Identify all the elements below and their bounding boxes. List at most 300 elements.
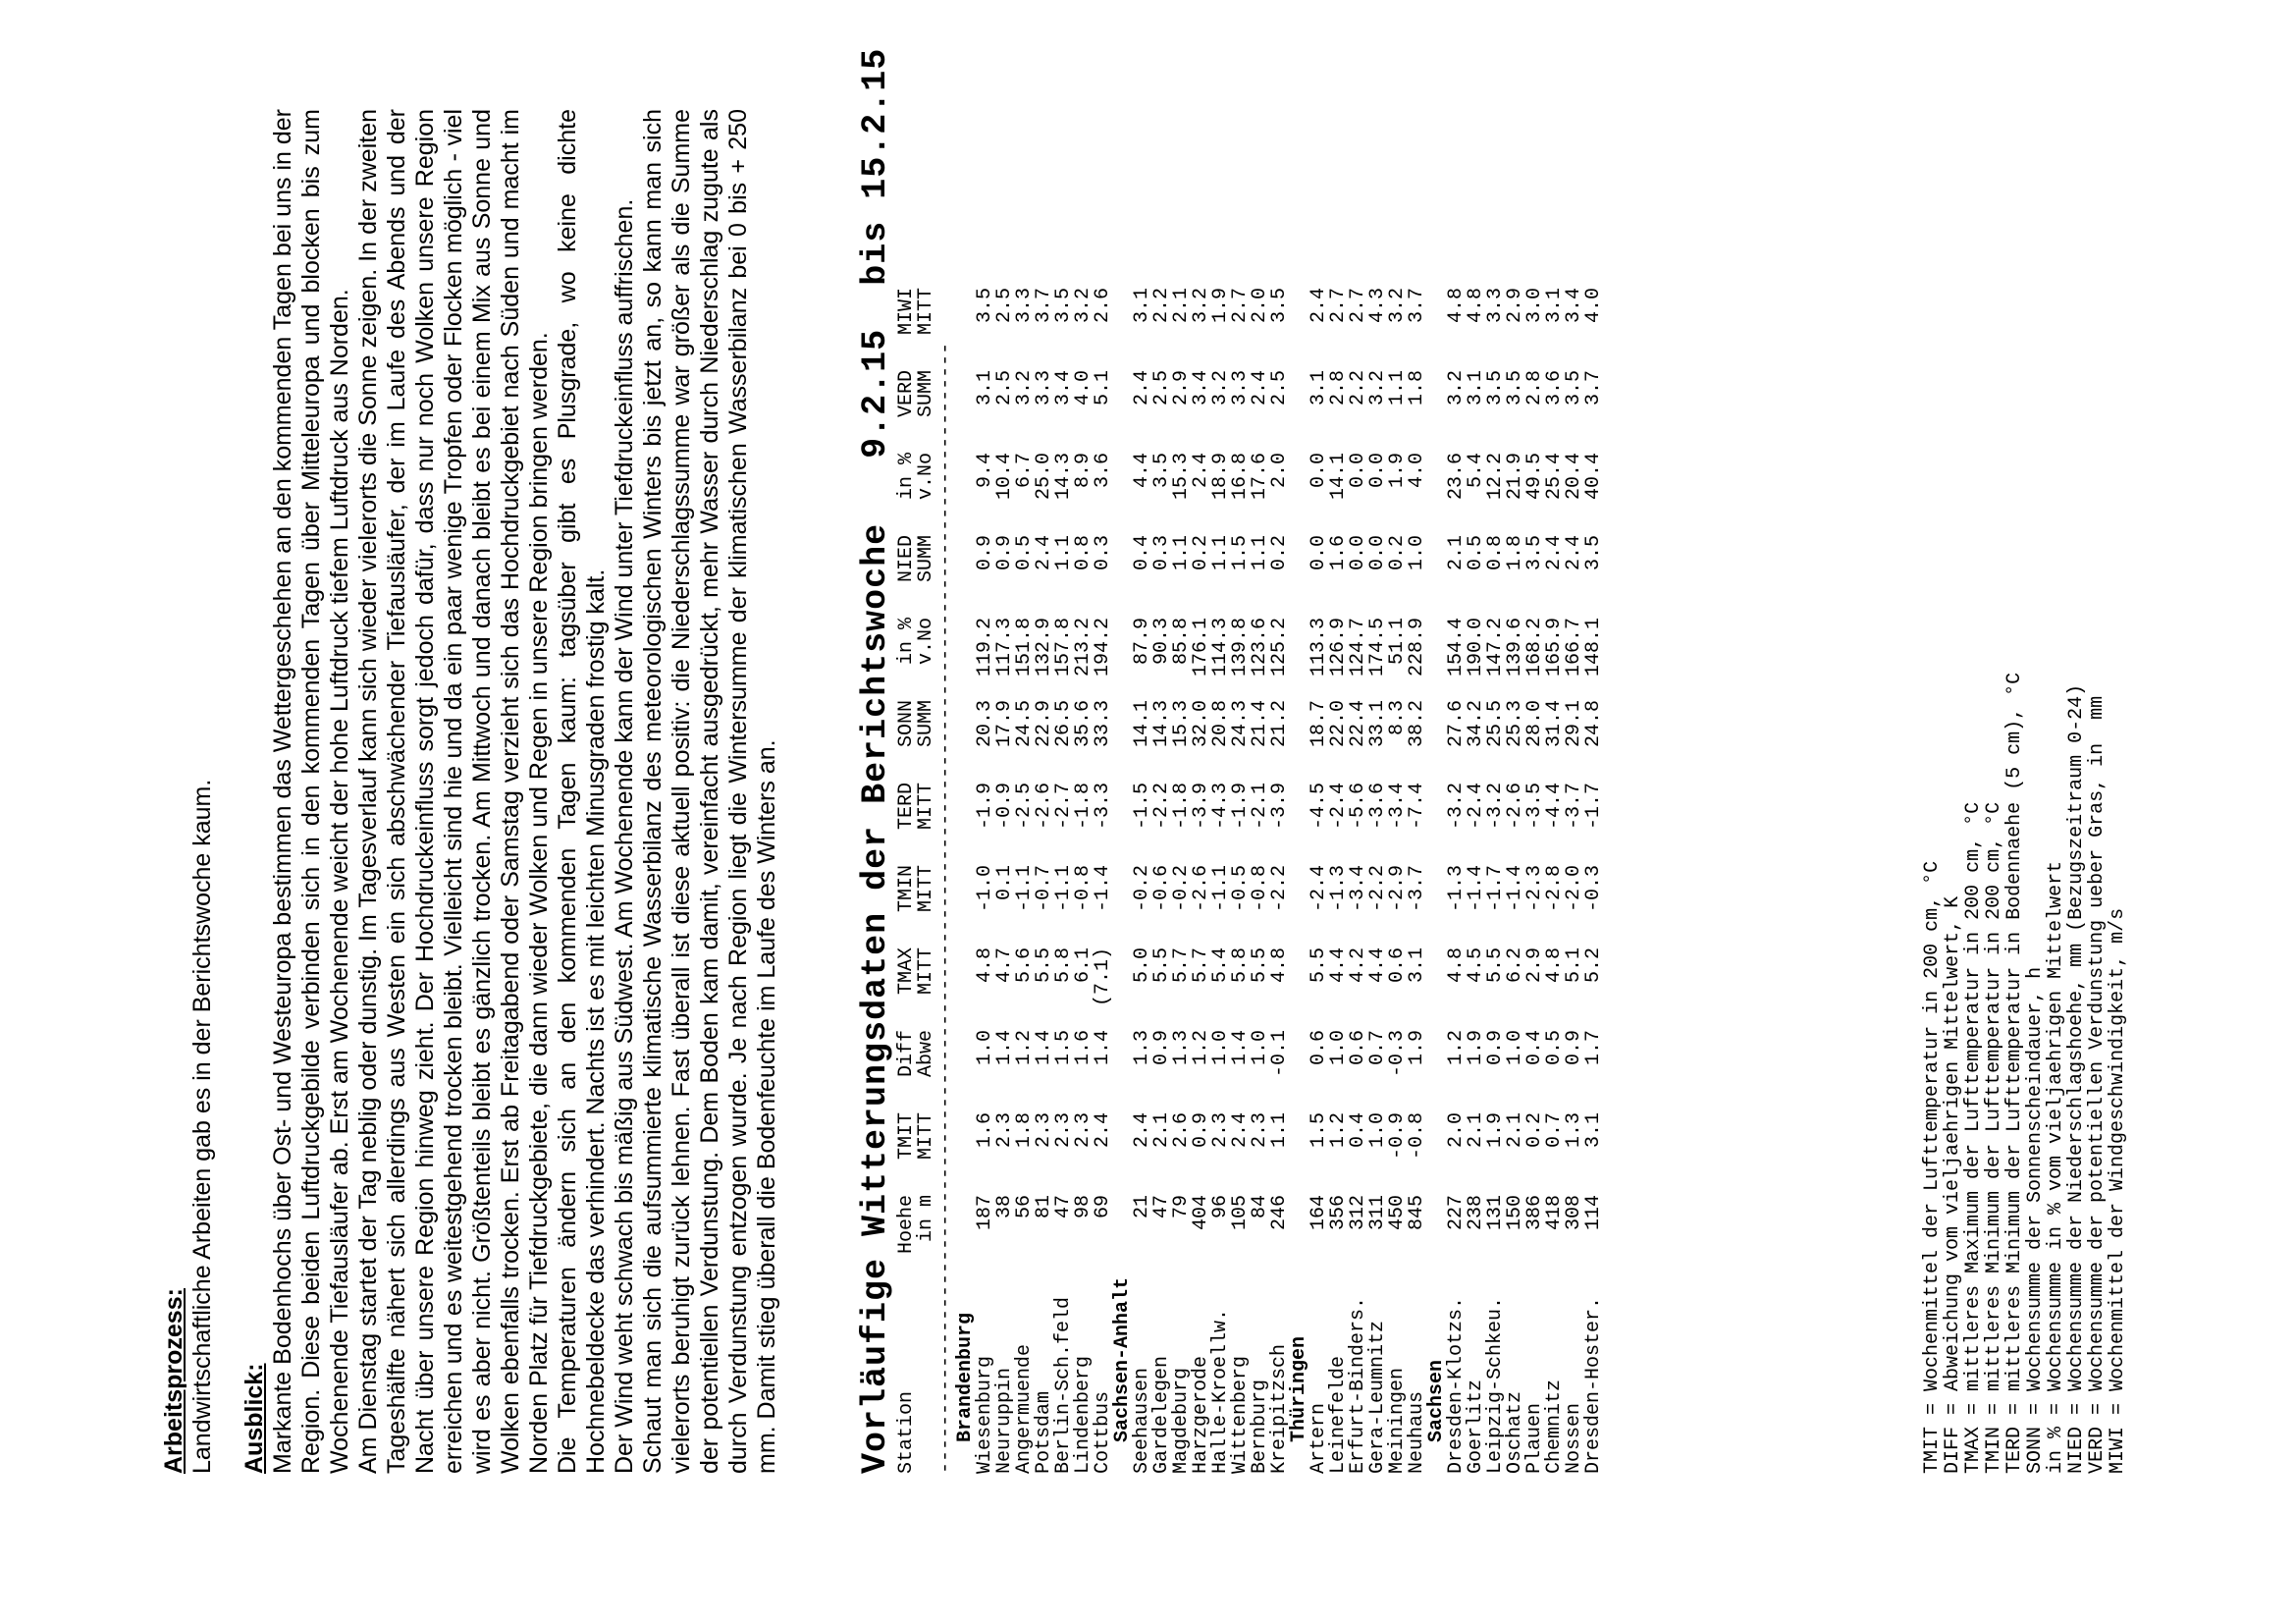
table-cell: -1.4 — [1504, 865, 1526, 913]
table-cell: 5.5 — [1308, 947, 1330, 984]
table-cell: 1.1 — [1052, 535, 1075, 571]
column-header — [917, 1277, 936, 1474]
table-cell: 0.2 — [1386, 535, 1409, 571]
table-cell: 1.2 — [1327, 1112, 1350, 1149]
table-cell: -1.4 — [1465, 865, 1487, 913]
table-cell: 24.3 — [1229, 700, 1252, 748]
table-row — [1270, 288, 1290, 1474]
table-cell: 1.8 — [1504, 535, 1526, 571]
table-cell: 3.2 — [1209, 370, 1232, 406]
station-name: Gardelegen — [1150, 1355, 1173, 1474]
table-cell: 0.4 — [1523, 1030, 1546, 1066]
table-cell: 1.8 — [1013, 1112, 1036, 1149]
table-cell: -3.9 — [1190, 783, 1212, 831]
table-cell: -1.7 — [1484, 865, 1507, 913]
legend-item: TERD = mittleres Minimum der Lufttemperatur in Bodennaehe (5 cm), °C — [2003, 672, 2026, 1474]
table-cell: -2.1 — [1249, 783, 1271, 831]
table-cell: 21.2 — [1268, 700, 1291, 748]
table-cell: -1.1 — [1209, 865, 1232, 913]
table-cell: 2.8 — [1523, 370, 1546, 406]
station-name: Artern — [1308, 1402, 1330, 1474]
table-cell: 123.6 — [1249, 618, 1271, 677]
table-cell: 3.0 — [1523, 288, 1546, 324]
table-row — [1584, 288, 1604, 1474]
table-cell: 2.7 — [1327, 288, 1350, 324]
table-cell: 213.2 — [1072, 618, 1095, 677]
table-cell: 0.9 — [1150, 1030, 1173, 1066]
table-cell: 8.3 — [1386, 700, 1409, 736]
table-cell: 0.6 — [1347, 1030, 1369, 1066]
table-cell: 4.8 — [974, 947, 996, 984]
table-cell: 2.4 — [1543, 535, 1566, 571]
table-cell: -1.0 — [974, 865, 996, 913]
table-cell: 139.8 — [1229, 618, 1252, 677]
table-cell: 1.0 — [1406, 535, 1428, 571]
table-cell: 26.5 — [1052, 700, 1075, 748]
table-cell: 238 — [1465, 1195, 1487, 1231]
table-cell: 1.4 — [993, 1030, 1016, 1066]
column-header: Hoehe — [895, 1195, 918, 1255]
table-cell: 3.5 — [1052, 288, 1075, 324]
table-cell: -0.7 — [1033, 865, 1055, 913]
station-name: Plauen — [1523, 1402, 1546, 1474]
column-header: MITT — [915, 1112, 937, 1161]
table-cell: 2.4 — [1131, 1112, 1153, 1149]
table-cell: 1.4 — [1092, 1030, 1114, 1066]
table-row — [1525, 288, 1545, 1474]
table-cell: 2.3 — [1209, 1112, 1232, 1149]
table-cell: 4.0 — [1406, 453, 1428, 489]
table-cell: 3.1 — [1465, 370, 1487, 406]
table-cell: 1.4 — [1229, 1030, 1252, 1066]
column-header: Abwe — [915, 1030, 937, 1078]
table-cell: -0.3 — [1386, 1030, 1409, 1078]
station-name: Gera-Leumnitz — [1366, 1320, 1389, 1474]
station-name: Lindenberg — [1072, 1355, 1095, 1474]
table-cell: 3.1 — [1406, 947, 1428, 984]
table-cell: 150 — [1504, 1195, 1526, 1231]
table-cell: 17.9 — [993, 700, 1016, 748]
legend-item: DIFF = Abweichung vom vieljaehrigen Mittelwert, K — [1942, 895, 1964, 1474]
table-cell: 2.1 — [1504, 1112, 1526, 1149]
table-cell: -0.8 — [1072, 865, 1095, 913]
table-cell: 1.8 — [1406, 370, 1428, 406]
table-cell: 1.5 — [1229, 535, 1252, 571]
station-name: Oschatz — [1504, 1390, 1526, 1474]
legend-item: TMAX = mittleres Maximum der Lufttemperatur in 200 cm, °C — [1962, 801, 1985, 1474]
ausblick-paragraph: Schaut man sich die aufsummierte klimatische Wasserbilanz des meteorologischen Winters bis jetzt an, so kann man sich vielerorts beruhigt zurück lehnen. Fast überall ist diese aktuell positiv: die Niederschlagssumme war größer als die Summe der potentiellen Verdunstung. Dem Boden kam damit, vereinfacht ausgedrückt, mehr Wasser durch Niederschlag zugute als durch Verdunstung entzogen wurde. Je nach Region liegt die Wintersumme der klimatischen Wasserbilanz bei 0 bis + 250 mm. Damit stieg überall die Bodenfeuchte im Laufe des Winters an. — [639, 109, 780, 1474]
table-cell: -0.9 — [1386, 1112, 1409, 1161]
ausblick-paragraph: Am Dienstag startet der Tag neblig oder dunstig. Im Tagesverlauf kann sich wieder vielerorts die Sonne zeigen. In der zweiten Tageshälfte nähert sich allerdings aus Westen ein sich abschwächender Tiefausläufer, der im Laufe des Abends und der Nacht über unsere Region hinweg zieht. Der Hochdruckeinfluss sorgt jedoch dafür, dass nur noch Wolken unsere Region erreichen und es weitestgehend trocken bleibt. Vielleicht sind hie und da ein paar wenige Tropfen oder Flocken möglich - viel wird es aber nicht. Größtenteils bleibt es gänzlich trocken. Am Mittwoch und danach bleibt es bei einem Mix aus Sonne und Wolken ebenfalls trocken. Erst ab Freitagabend oder Samstag verzieht sich das Hochdruckgebiet nach Süden und macht im Norden Platz für Tiefdruckgebiete, die dann wieder Wolken und Regen in unsere Region bringen werden. — [354, 109, 553, 1474]
table-cell: 2.1 — [1465, 1112, 1487, 1149]
table-cell: 2.2 — [1150, 288, 1173, 324]
table-cell: 3.7 — [1033, 288, 1055, 324]
table-cell: 0.4 — [1347, 1112, 1369, 1149]
table-cell: 35.6 — [1072, 700, 1095, 748]
weather-table-block — [856, 47, 1605, 1474]
table-cell: 1.9 — [1465, 1030, 1487, 1066]
table-row — [1015, 288, 1035, 1474]
region-row — [956, 288, 976, 1474]
station-name: Neuruppin — [993, 1367, 1016, 1474]
table-cell: -3.3 — [1092, 783, 1114, 831]
table-cell: 1.2 — [1013, 1030, 1036, 1066]
table-cell: 3.3 — [1033, 370, 1055, 406]
table-cell: 2.6 — [1170, 1112, 1193, 1149]
table-cell: 2.3 — [993, 1112, 1016, 1149]
table-cell: 1.9 — [1209, 288, 1232, 324]
table-cell: 47 — [1052, 1195, 1075, 1219]
column-header: MITT — [915, 783, 937, 831]
table-cell: 147.2 — [1484, 618, 1507, 677]
table-cell: 2.9 — [1523, 947, 1546, 984]
station-name: Wittenberg — [1229, 1355, 1252, 1474]
legend-item: MIWI = Wochenmittel der Windgeschwindigkeit, m/s — [2107, 907, 2129, 1474]
table-cell: 34.2 — [1465, 700, 1487, 748]
table-cell: 14.1 — [1131, 700, 1153, 748]
table-cell: 4.8 — [1445, 288, 1468, 324]
table-cell: 312 — [1347, 1195, 1369, 1231]
table-cell: 0.8 — [1072, 535, 1095, 571]
column-header: TMIN — [895, 865, 918, 913]
table-cell: -3.2 — [1484, 783, 1507, 831]
table-cell: 228.9 — [1406, 618, 1428, 677]
table-cell: -2.2 — [1268, 865, 1291, 913]
table-cell: -4.4 — [1543, 783, 1566, 831]
table-cell: -1.7 — [1582, 783, 1605, 831]
table-row — [1074, 288, 1094, 1474]
table-cell: -0.2 — [1131, 865, 1153, 913]
table-header-row — [897, 288, 917, 1474]
table-cell: 3.2 — [1190, 288, 1212, 324]
table-cell: 15.3 — [1170, 453, 1193, 501]
table-cell: 1.5 — [1308, 1112, 1330, 1149]
table-cell: 87.9 — [1131, 618, 1153, 666]
table-cell: 20.4 — [1563, 453, 1585, 501]
table-cell: 3.2 — [1013, 370, 1036, 406]
column-header: MITT — [915, 947, 937, 996]
table-cell: 2.0 — [1249, 288, 1271, 324]
table-cell: 0.0 — [1366, 453, 1389, 489]
table-cell: 14.1 — [1327, 453, 1350, 501]
table-cell: 1.1 — [1170, 535, 1193, 571]
table-cell: 0.6 — [1308, 1030, 1330, 1066]
table-cell: 5.4 — [1209, 947, 1232, 984]
table-cell: 126.9 — [1327, 618, 1350, 677]
table-cell: 3.2 — [1072, 288, 1095, 324]
table-cell: 32.0 — [1190, 700, 1212, 748]
table-cell: 4.3 — [1366, 288, 1389, 324]
table-cell: 5.5 — [1150, 947, 1173, 984]
table-cell: 3.4 — [1190, 370, 1212, 406]
table-cell: 194.2 — [1092, 618, 1114, 677]
table-cell: 125.2 — [1268, 618, 1291, 677]
column-header: TMIT — [895, 1112, 918, 1161]
table-cell: 2.4 — [1249, 370, 1271, 406]
table-cell: 17.6 — [1249, 453, 1271, 501]
table-cell: 5.5 — [1249, 947, 1271, 984]
table-cell: 38.2 — [1406, 700, 1428, 748]
table-cell: -2.6 — [1190, 865, 1212, 913]
station-name: Potsdam — [1033, 1390, 1055, 1474]
table-cell: 0.3 — [1150, 535, 1173, 571]
column-header: MIWI — [895, 288, 918, 336]
table-cell: -2.9 — [1386, 865, 1409, 913]
table-cell: -2.6 — [1504, 783, 1526, 831]
table-row — [1094, 288, 1113, 1474]
section-ausblick — [240, 109, 781, 1474]
table-cell: 20.8 — [1209, 700, 1232, 748]
column-header: TERD — [895, 783, 918, 831]
table-cell: -0.9 — [993, 783, 1016, 831]
table-cell: 139.6 — [1504, 618, 1526, 677]
table-cell: -2.4 — [1327, 783, 1350, 831]
table-cell: 3.4 — [1052, 370, 1075, 406]
table-cell: 8.9 — [1072, 453, 1095, 489]
table-cell: 84 — [1249, 1195, 1271, 1219]
legend — [1922, 60, 2128, 1474]
table-cell: 90.3 — [1150, 618, 1173, 666]
table-cell: 40.4 — [1582, 453, 1605, 501]
table-cell: 56 — [1013, 1195, 1036, 1219]
table-cell: 4.2 — [1347, 947, 1369, 984]
table-cell: -3.7 — [1406, 865, 1428, 913]
table-cell: 22.0 — [1327, 700, 1350, 748]
column-header: in m — [915, 1195, 937, 1243]
table-cell: (7.1) — [1092, 947, 1114, 1007]
table-cell: 1.0 — [974, 1030, 996, 1066]
table-cell: 1.3 — [1131, 1030, 1153, 1066]
table-cell: 20.3 — [974, 700, 996, 748]
station-name: Leipzig-Schkeu. — [1484, 1296, 1507, 1474]
region-name: Brandenburg — [954, 1312, 977, 1442]
table-cell: 418 — [1543, 1195, 1566, 1231]
legend-item: SONN = Wochensumme der Sonnenscheindauer, h — [2024, 966, 2047, 1474]
table-cell: 3.2 — [1445, 370, 1468, 406]
table-cell: 3.5 — [1563, 370, 1585, 406]
ausblick-paragraph: Markante Bodenhochs über Ost- und Westeuropa bestimmen das Wettergeschehen an den kommenden Tagen bei uns in der Region. Diese beiden Luftdruckgebilde verbinden sich in den kommenden Tagen über Mitteleuropa und blocken bis zum Wochenende Tiefausläufer ab. Erst am Wochenende weicht der hohe Luftdruck tiefem Luftdruck aus Norden. — [269, 109, 353, 1474]
table-cell: 85.8 — [1170, 618, 1193, 666]
table-cell: 311 — [1366, 1195, 1389, 1231]
table-cell: 0.0 — [1347, 535, 1369, 571]
table-cell: -5.6 — [1347, 783, 1369, 831]
table-cell: 3.1 — [1543, 288, 1566, 324]
table-cell: -4.5 — [1308, 783, 1330, 831]
table-cell: 1.7 — [1582, 1030, 1605, 1066]
table-cell: 0.3 — [1092, 535, 1114, 571]
table-cell: 2.0 — [1445, 1112, 1468, 1149]
table-row — [1329, 288, 1349, 1474]
table-cell: 151.8 — [1013, 618, 1036, 677]
table-cell: 1.2 — [1445, 1030, 1468, 1066]
table-row — [1309, 288, 1329, 1474]
table-cell: 5.0 — [1131, 947, 1153, 984]
region-name: Thüringen — [1288, 1335, 1310, 1442]
table-cell: 1.1 — [1249, 535, 1271, 571]
table-cell: 31.4 — [1543, 700, 1566, 748]
station-name: Berlin-Sch.feld — [1052, 1296, 1075, 1474]
table-cell: 18.7 — [1308, 700, 1330, 748]
table-cell: 190.0 — [1465, 618, 1487, 677]
table-cell: 0.6 — [1386, 947, 1409, 984]
table-cell: 22.4 — [1347, 700, 1369, 748]
legend-item: TMIN = mittleres Minimum der Lufttemperatur in 200 cm, °C — [1983, 801, 2005, 1474]
table-cell: 3.4 — [1563, 288, 1585, 324]
table-row — [1467, 288, 1486, 1474]
station-name: Neuhaus — [1406, 1390, 1428, 1474]
column-header: SUMM — [915, 370, 937, 418]
table-row — [1211, 288, 1231, 1474]
table-cell: 356 — [1327, 1195, 1350, 1231]
table-cell: 157.8 — [1052, 618, 1075, 677]
table-row — [1172, 288, 1192, 1474]
table-cell: 21.9 — [1504, 453, 1526, 501]
table-cell: 3.3 — [1484, 288, 1507, 324]
table-cell: -0.5 — [1229, 865, 1252, 913]
table-cell: -3.7 — [1563, 783, 1585, 831]
table-cell: 845 — [1406, 1195, 1428, 1231]
table-cell: 3.3 — [1013, 288, 1036, 324]
column-header: NIED — [895, 535, 918, 583]
station-name: Leinefelde — [1327, 1355, 1350, 1474]
table-row — [1349, 288, 1368, 1474]
table-cell: 0.7 — [1543, 1112, 1566, 1149]
table-row — [1388, 288, 1408, 1474]
table-cell: 0.0 — [1308, 453, 1330, 489]
column-header: in % — [895, 618, 918, 666]
table-cell: -1.3 — [1445, 865, 1468, 913]
table-cell: 25.3 — [1504, 700, 1526, 748]
table-cell: -1.8 — [1170, 783, 1193, 831]
table-cell: 187 — [974, 1195, 996, 1231]
table-cell: 33.3 — [1092, 700, 1114, 748]
table-cell: 165.9 — [1543, 618, 1566, 677]
table-cell: 5.4 — [1465, 453, 1487, 489]
table-cell: 2.4 — [1033, 535, 1055, 571]
table-cell: 2.0 — [1268, 453, 1291, 489]
table-cell: 2.3 — [1249, 1112, 1271, 1149]
section-arbeitsprozess — [160, 60, 217, 1474]
column-header: MITT — [915, 288, 937, 336]
table-row — [1251, 288, 1270, 1474]
table-cell: 3.2 — [1366, 370, 1389, 406]
column-header: v.No — [915, 618, 937, 666]
table-cell: 2.3 — [1033, 1112, 1055, 1149]
table-cell: 4.8 — [1465, 288, 1487, 324]
table-cell: 4.8 — [1445, 947, 1468, 984]
table-cell: 404 — [1190, 1195, 1212, 1231]
table-cell: -1.1 — [1052, 865, 1075, 913]
table-cell: 51.1 — [1386, 618, 1409, 666]
table-cell: 131 — [1484, 1195, 1507, 1231]
table-cell: 29.1 — [1563, 700, 1585, 748]
table-cell: 0.0 — [1347, 453, 1369, 489]
table-row — [1035, 288, 1054, 1474]
table-cell: 3.5 — [1484, 370, 1507, 406]
table-cell: 2.4 — [1308, 288, 1330, 324]
table-cell: -2.4 — [1465, 783, 1487, 831]
table-cell: -3.4 — [1347, 865, 1369, 913]
table-cell: 3.3 — [1229, 370, 1252, 406]
station-name: Meiningen — [1386, 1367, 1409, 1474]
table-cell: 1.4 — [1033, 1030, 1055, 1066]
table-cell: 1.9 — [1484, 1112, 1507, 1149]
table-cell: 0.0 — [1308, 535, 1330, 571]
table-row — [1192, 288, 1211, 1474]
table-cell: 21 — [1131, 1195, 1153, 1219]
region-name: Sachsen-Anhalt — [1111, 1276, 1134, 1442]
table-cell: 2.2 — [1347, 370, 1369, 406]
station-name: Dresden-Hoster. — [1582, 1296, 1605, 1474]
table-cell: 22.9 — [1033, 700, 1055, 748]
station-name: Wiesenburg — [974, 1355, 996, 1474]
station-name: Angermuende — [1013, 1343, 1036, 1474]
station-name: Erfurt-Binders. — [1347, 1296, 1369, 1474]
table-cell: 166.7 — [1563, 618, 1585, 677]
table-cell: 176.1 — [1190, 618, 1212, 677]
table-cell: 5.6 — [1013, 947, 1036, 984]
table-cell: 16.8 — [1229, 453, 1252, 501]
table-cell: 21.4 — [1249, 700, 1271, 748]
table-row — [1506, 288, 1525, 1474]
station-name: Nossen — [1563, 1402, 1585, 1474]
table-cell: 1.1 — [1386, 370, 1409, 406]
table-header-row — [917, 288, 936, 1474]
table-cell: 3.1 — [1308, 370, 1330, 406]
table-cell: 14.3 — [1150, 700, 1173, 748]
table-cell: 5.8 — [1229, 947, 1252, 984]
table-cell: 3.5 — [974, 288, 996, 324]
table-cell: 4.4 — [1131, 453, 1153, 489]
table-cell: 25.4 — [1543, 453, 1566, 501]
station-name: Cottbus — [1092, 1390, 1114, 1474]
table-cell: 81 — [1033, 1195, 1055, 1219]
table-cell: -2.2 — [1150, 783, 1173, 831]
table-cell: 27.6 — [1445, 700, 1468, 748]
table-cell: 164 — [1308, 1195, 1330, 1231]
table-cell: 0.5 — [1543, 1030, 1566, 1066]
table-row — [1231, 288, 1251, 1474]
table-cell: 0.5 — [1465, 535, 1487, 571]
table-cell: 6.7 — [1013, 453, 1036, 489]
table-cell: 4.5 — [1465, 947, 1487, 984]
table-cell: 113.3 — [1308, 618, 1330, 677]
table-cell: 33.1 — [1366, 700, 1389, 748]
table-cell: 2.7 — [1347, 288, 1369, 324]
table-cell: 2.4 — [1229, 1112, 1252, 1149]
table-cell: -2.3 — [1523, 865, 1546, 913]
table-cell: 1.1 — [1209, 535, 1232, 571]
table-row — [1133, 288, 1152, 1474]
table-cell: 2.4 — [1563, 535, 1585, 571]
table-cell: -0.8 — [1406, 1112, 1428, 1161]
table-cell: -0.1 — [1268, 1030, 1291, 1078]
table-cell: 0.5 — [1013, 535, 1036, 571]
table-cell: 4.0 — [1072, 370, 1095, 406]
table-cell: 3.7 — [1582, 370, 1605, 406]
table-cell: 14.3 — [1052, 453, 1075, 501]
table-cell: -2.7 — [1052, 783, 1075, 831]
table-cell: 0.1 — [993, 865, 1016, 901]
table-cell: -0.8 — [1249, 865, 1271, 913]
table-cell: 1.1 — [1268, 1112, 1291, 1149]
table-cell: -0.6 — [1150, 865, 1173, 913]
table-cell: 2.9 — [1504, 288, 1526, 324]
table-cell: 3.1 — [1582, 1112, 1605, 1149]
table-cell: 3.6 — [1543, 370, 1566, 406]
table-cell: 0.2 — [1268, 535, 1291, 571]
table-cell: 5.5 — [1484, 947, 1507, 984]
